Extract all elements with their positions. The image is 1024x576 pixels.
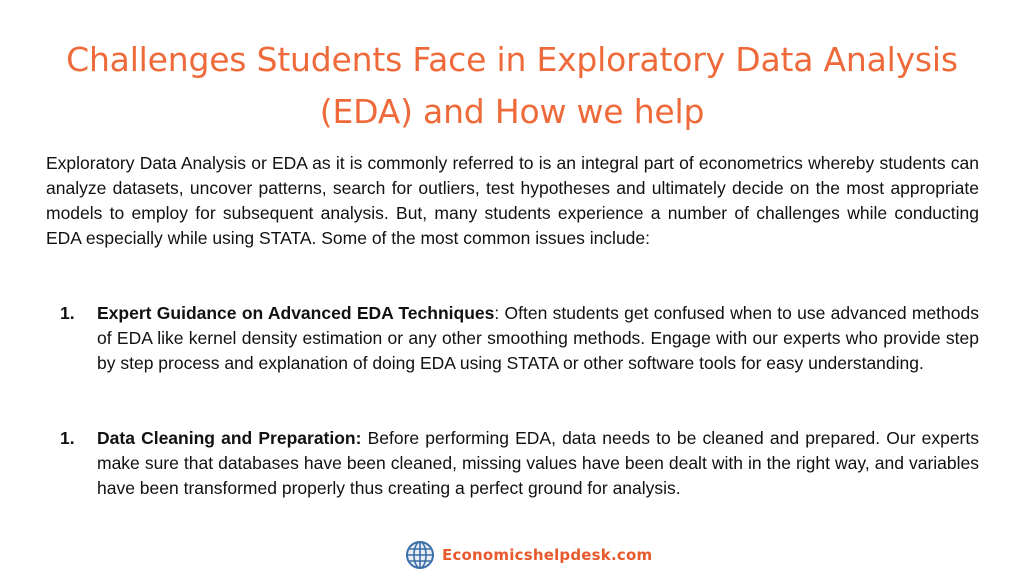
brand-name: Economicshelpdesk.com — [442, 546, 653, 564]
brand-logo — [405, 540, 652, 570]
list-item-heading: Data Cleaning and Preparation: — [97, 428, 362, 448]
list-item — [46, 426, 979, 501]
list-item-heading: Expert Guidance on Advanced EDA Techniques — [97, 303, 495, 323]
list-item-text: : Often students get confused when to use advanced methods of EDA like kernel density estimation or any other smoothing methods. Engage with our experts who provide step by step process and explanation of doing EDA using STATA or other software tools for easy understanding. — [97, 303, 979, 373]
list-item — [46, 301, 979, 376]
page-title: Challenges Students Face in Exploratory Data Analysis (EDA) and How we help — [66, 40, 958, 131]
list-item-text: Before performing EDA, data needs to be cleaned and prepared. Our experts make sure that databases have been cleaned, missing values have been dealt with in the right way, and variables have been transformed properly thus creating a perfect ground for analysis. — [97, 428, 979, 498]
globe-icon — [405, 540, 435, 570]
intro-paragraph: Exploratory Data Analysis or EDA as it is commonly referred to is an integral part of econometrics whereby students can analyze datasets, uncover patterns, search for outliers, test hypotheses and ultimately decide on the most appropriate models to employ for subsequent analysis. But, many students experience a number of challenges while conducting EDA especially while using STATA. Some of the most common issues include: — [46, 153, 979, 248]
list-item-number: 1. — [60, 428, 75, 448]
list-item-body — [97, 426, 979, 501]
list-item-number: 1. — [60, 303, 75, 323]
list-item-body — [97, 301, 979, 376]
